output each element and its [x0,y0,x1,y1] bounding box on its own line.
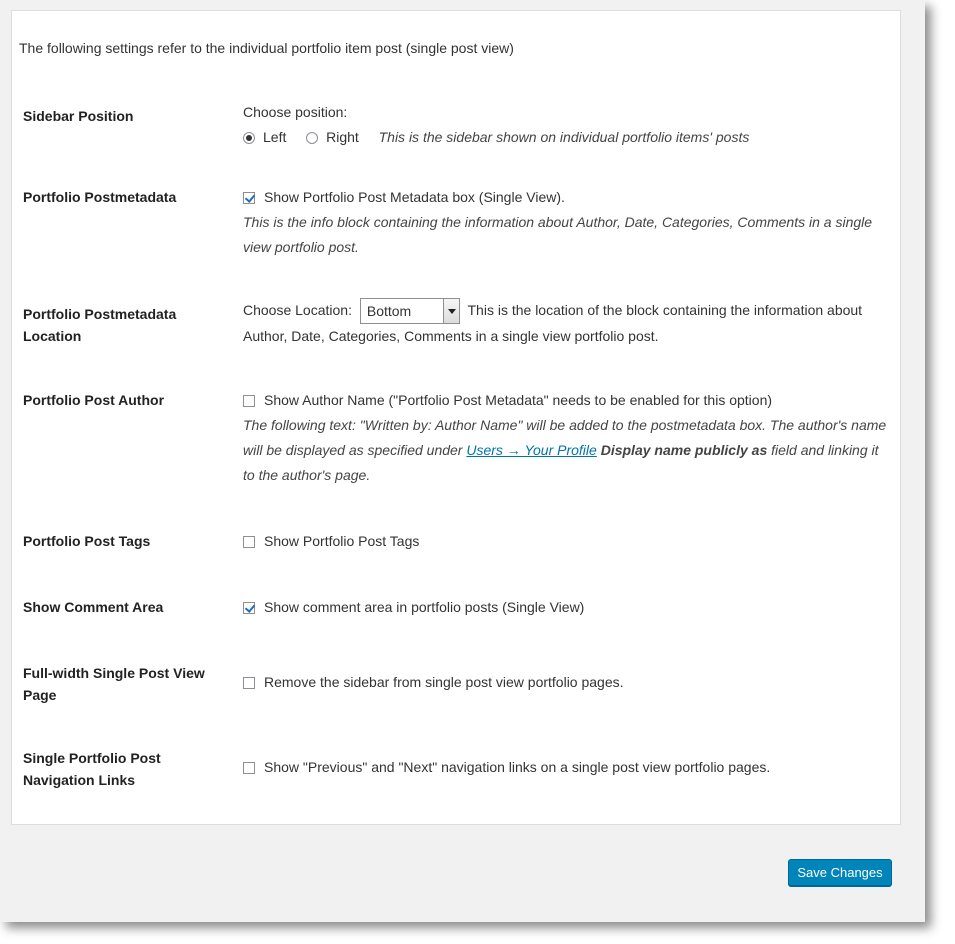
full-width-checkbox[interactable] [243,677,255,689]
users-profile-link[interactable]: Users → Your Profile [466,442,597,458]
intro-text: The following settings refer to the individual portfolio item post (single post view) [19,40,514,56]
sidebar-position-field [243,100,893,150]
post-author-label: Portfolio Post Author [23,392,165,408]
postmetadata-field [243,185,893,260]
location-select-value: Bottom [366,303,412,320]
display-name-bold: Display name publicly as [600,442,768,458]
comment-area-checkbox-label[interactable]: Show comment area in portfolio posts (Single View) [264,599,585,615]
postmetadata-location-field [243,298,893,349]
radio-left-label[interactable]: Left [263,129,287,145]
postmetadata-location-label: Portfolio Postmetadata Location [23,306,177,344]
post-tags-field [243,529,893,554]
post-tags-checkbox[interactable] [243,536,255,548]
post-author-desc-text-end: field and linking it to the author's page. [243,442,879,483]
nav-links-field [243,755,893,780]
choose-location-label: Choose Location: [243,302,352,318]
location-select[interactable] [360,298,460,324]
full-width-field [243,670,893,695]
nav-links-checkbox-label[interactable]: Show "Previous" and "Next" navigation links on a single post view portfolio pages. [264,759,771,775]
radio-left[interactable] [243,132,255,144]
comment-area-field [243,595,893,620]
settings-panel [11,10,901,825]
post-tags-label: Portfolio Post Tags [23,533,151,549]
full-width-label: Full-width Single Post View Page [23,665,205,703]
postmetadata-label: Portfolio Postmetadata [23,189,177,205]
sidebar-position-desc: This is the sidebar shown on individual portfolio items' posts [378,129,750,145]
nav-links-checkbox[interactable] [243,762,255,774]
choose-position-label: Choose position: [243,104,348,120]
post-author-desc [243,413,893,488]
radio-right-label[interactable]: Right [326,129,359,145]
comment-area-checkbox[interactable] [243,602,255,614]
post-author-field [243,388,893,488]
radio-right[interactable] [306,132,318,144]
chevron-down-icon[interactable] [443,299,459,323]
postmetadata-desc: This is the info block containing the information about Author, Date, Categories, Comments in a single view portfolio post. [243,214,873,255]
save-changes-button[interactable]: Save Changes [788,859,892,886]
postmetadata-location-desc: This is the location of the block containing the information about Author, Date, Categories, Comments in a single view portfolio post. [243,302,863,345]
full-width-checkbox-label[interactable]: Remove the sidebar from single post view portfolio pages. [264,674,624,690]
sidebar-position-label: Sidebar Position [23,108,134,124]
post-author-checkbox-label[interactable]: Show Author Name ("Portfolio Post Metadata" needs to be enabled for this option) [264,392,773,408]
postmetadata-checkbox[interactable] [243,192,255,204]
post-author-desc-text: The following text: "Written by: Author Name" will be added to the postmetadata box. The author's name will be displayed as specified under [243,417,887,458]
postmetadata-checkbox-label[interactable]: Show Portfolio Post Metadata box (Single View). [264,189,565,205]
nav-links-label: Single Portfolio Post Navigation Links [23,750,161,788]
post-author-checkbox[interactable] [243,395,255,407]
comment-area-label: Show Comment Area [23,599,164,615]
post-tags-checkbox-label[interactable]: Show Portfolio Post Tags [264,533,420,549]
